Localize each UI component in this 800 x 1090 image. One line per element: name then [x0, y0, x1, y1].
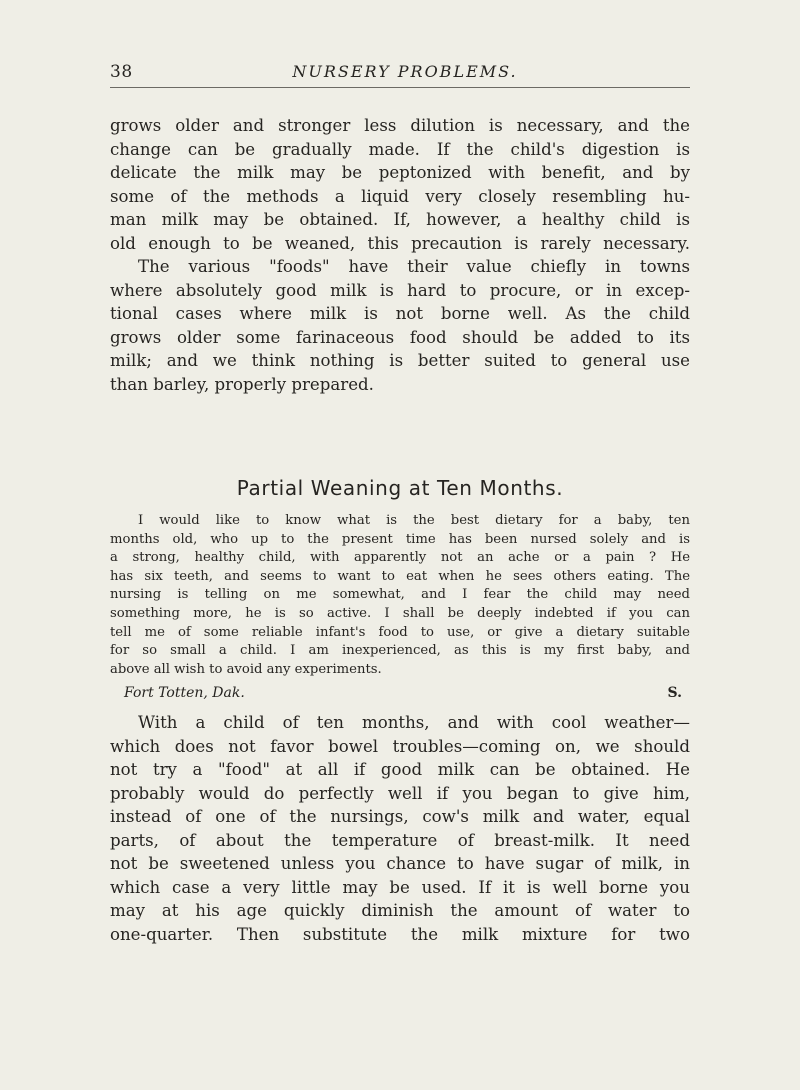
text-line: for so small a child. I am inexperienced, as this is my first baby, and [110, 643, 690, 659]
body-paragraph-1 [110, 114, 690, 397]
text-line: not be sweetened unless you chance to have sugar of milk, in [110, 854, 690, 874]
text-line: has six teeth, and seems to want to eat when he sees others eating. The [110, 568, 690, 584]
text-line: a strong, healthy child, with apparently not an ache or a pain ? He [110, 550, 690, 566]
text-line: tional cases where milk is not borne well. As the child [110, 304, 690, 324]
page-number: 38 [110, 62, 133, 82]
section-heading: Partial Weaning at Ten Months. [236, 476, 564, 500]
text-line: above all wish to avoid any experiments. [110, 661, 382, 677]
text-line: one-quarter. Then substitute the milk mixture for two [110, 924, 690, 944]
text-line: change can be gradually made. If the child's digestion is [110, 139, 690, 159]
text-line: where absolutely good milk is hard to procure, or in excep- [110, 280, 690, 300]
running-head [110, 62, 690, 86]
text-line: which does not favor bowel troubles—coming on, we should [110, 736, 690, 756]
text-line: With a child of ten months, and with cool weather— [138, 713, 690, 732]
text-line: grows older and stronger less dilution is necessary, and the [110, 116, 690, 135]
text-line: probably would do perfectly well if you began to give him, [110, 783, 690, 803]
text-line: grows older some farinaceous food should be added to its [110, 327, 690, 347]
body-paragraph-2 [110, 711, 690, 946]
text-line: milk; and we think nothing is better suited to general use [110, 351, 690, 371]
text-line: something more, he is so active. I shall be deeply indebted if you can [110, 605, 690, 621]
letter-initial: S. [667, 685, 682, 701]
text-line: I would like to know what is the best dietary for a baby, ten [138, 513, 690, 528]
text-line: man milk may be obtained. If, however, a healthy child is [110, 210, 690, 230]
text-line: may at his age quickly diminish the amount of water to [110, 901, 690, 921]
letter-signoff [110, 685, 690, 705]
text-line: tell me of some reliable infant's food to use, or give a dietary suitable [110, 624, 690, 640]
text-line: nursing is telling on me somewhat, and I fear the child may need [110, 587, 690, 603]
text-line: parts, of about the temperature of breast-milk. It need [110, 830, 690, 850]
letter-place: Fort Totten, Dak. [124, 685, 245, 701]
running-title: NURSERY PROBLEMS. [292, 62, 518, 81]
text-line: not try a "food" at all if good milk can be obtained. He [110, 760, 690, 780]
text-line: old enough to be weaned, this precaution is rarely necessary. [110, 233, 690, 253]
text-line: The various "foods" have their value chiefly in towns [138, 257, 690, 277]
text-line: instead of one of the nursings, cow's milk and water, equal [110, 807, 690, 827]
text-line: delicate the milk may be peptonized with benefit, and by [110, 163, 690, 183]
text-line: some of the methods a liquid very closely resembling hu- [110, 186, 690, 206]
text-line: than barley, properly prepared. [110, 375, 374, 395]
header-rule [110, 87, 690, 88]
text-line: months old, who up to the present time has been nursed solely and is [110, 531, 690, 547]
text-line: which case a very little may be used. If it is well borne you [110, 877, 690, 897]
reader-letter [110, 512, 690, 679]
